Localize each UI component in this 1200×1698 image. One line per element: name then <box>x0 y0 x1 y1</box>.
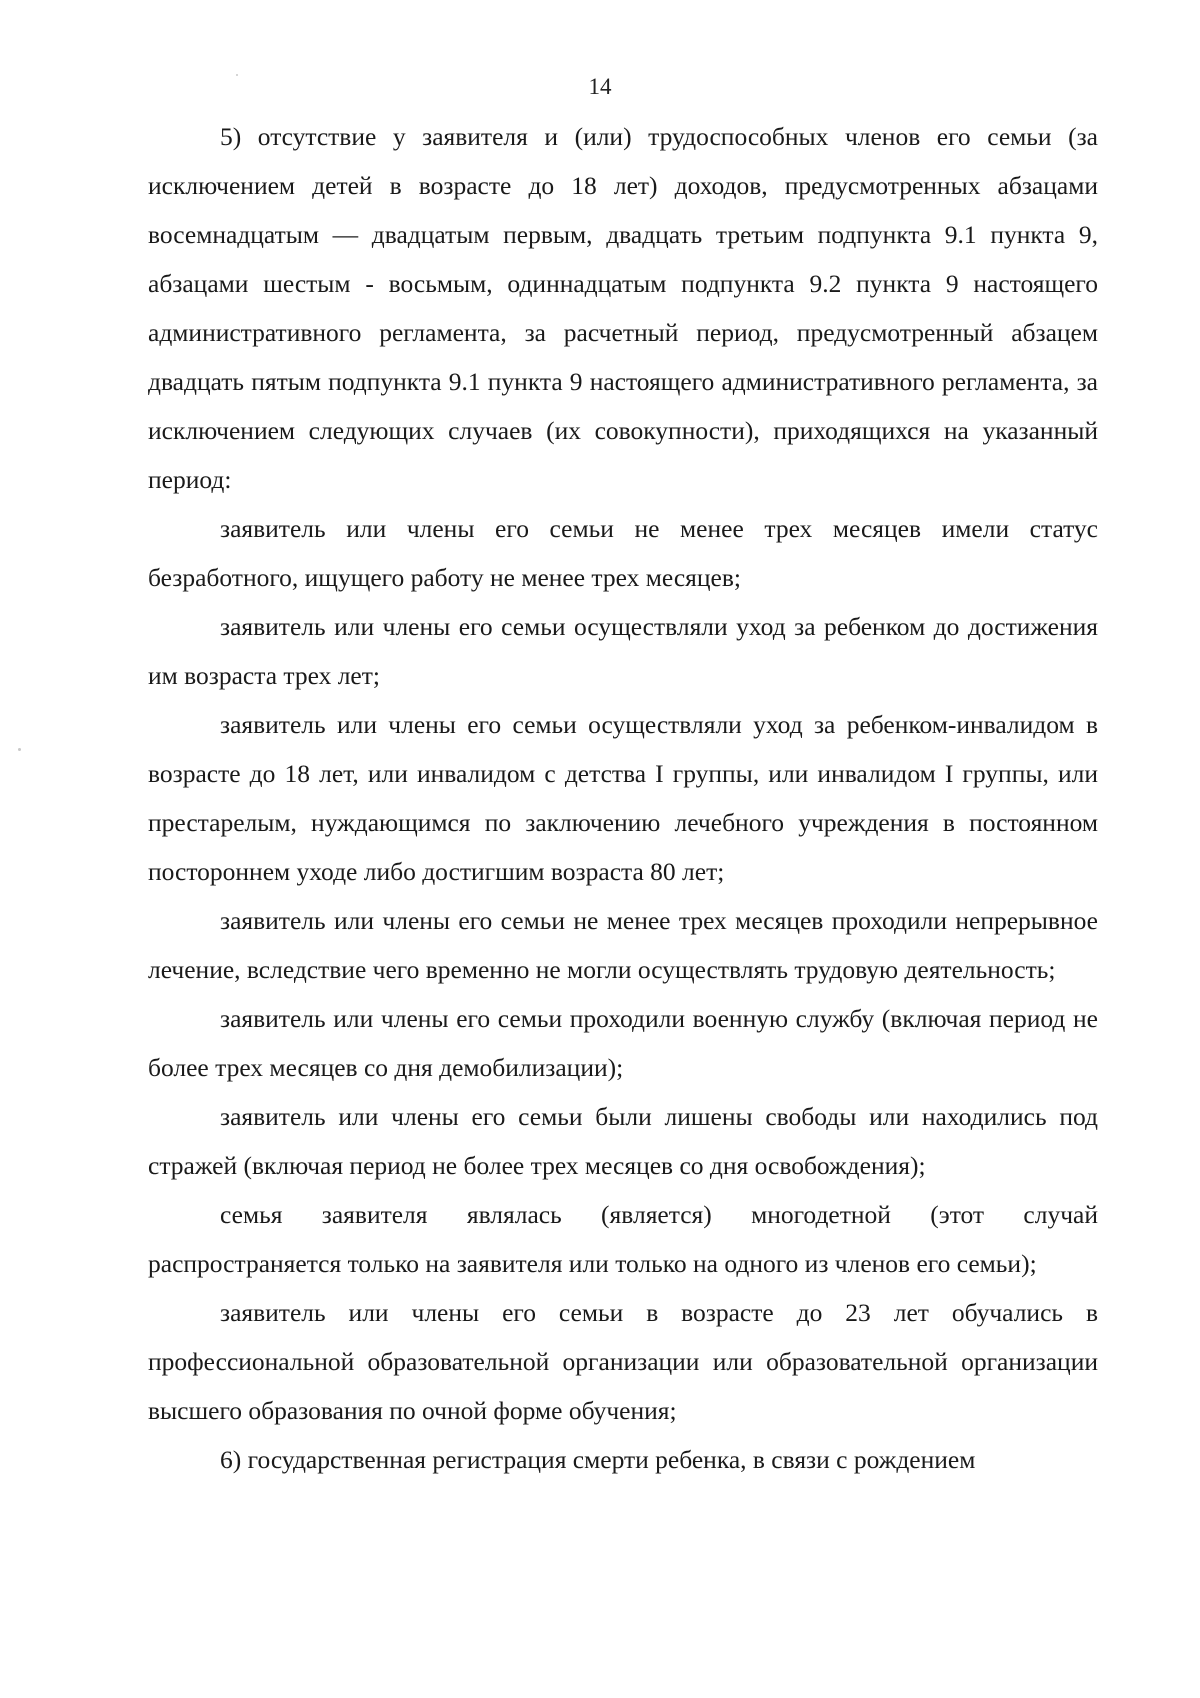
paragraph-large-family: семья заявителя являлась (является) многодетной (этот случай распространяется только на заявителя или только на одного из членов его семьи); <box>148 1200 1098 1278</box>
paragraph-unemployed: заявитель или члены его семьи не менее трех месяцев имели статус безработного, ищущего работу не менее трех месяцев; <box>148 514 1098 592</box>
paragraph-military-service: заявитель или члены его семьи проходили военную службу (включая период не более трех месяцев со дня демобилизации); <box>148 1004 1098 1082</box>
paragraph-item-5: 5) отсутствие у заявителя и (или) трудоспособных членов его семьи (за исключением детей в возрасте до 18 лет) доходов, предусмотренных абзацами восемнадцатым — двадцатым первым, двадцать третьим подпункта 9.1 пункта 9, абзацами шестым - восьмым, одиннадцатым подпункта 9.2 пункта 9 настоящего административного регламента, за расчетный период, предусмотренный абзацем двадцать пятым подпункта 9.1 пункта 9 настоящего административного регламента, за исключением следующих случаев (их совокупности), приходящихся на указанный период: <box>148 122 1098 494</box>
scan-speck <box>18 748 21 751</box>
scan-speck <box>236 74 238 76</box>
paragraph-education: заявитель или члены его семьи в возрасте до 23 лет обучались в профессиональной образовательной организации или образовательной организации высшего образования по очной форме обучения; <box>148 1298 1098 1425</box>
paragraph-detention: заявитель или члены его семьи были лишены свободы или находились под стражей (включая период не более трех месяцев со дня освобождения); <box>148 1102 1098 1180</box>
paragraph-disabled-care: заявитель или члены его семьи осуществляли уход за ребенком-инвалидом в возрасте до 18 лет, или инвалидом с детства I группы, или инвалидом I группы, или престарелым, нуждающимся по заключению лечебного учреждения в постоянном постороннем уходе либо достигшим возраста 80 лет; <box>148 710 1098 886</box>
page-number: 14 <box>588 74 612 99</box>
paragraph-childcare: заявитель или члены его семьи осуществляли уход за ребенком до достижения им возраста трех лет; <box>148 612 1098 690</box>
paragraph-medical-treatment: заявитель или члены его семьи не менее трех месяцев проходили непрерывное лечение, вследствие чего временно не могли осуществлять трудовую деятельность; <box>148 906 1098 984</box>
paragraph-item-6: 6) государственная регистрация смерти ребенка, в связи с рождением <box>220 1445 976 1474</box>
body-text <box>148 112 1098 1484</box>
